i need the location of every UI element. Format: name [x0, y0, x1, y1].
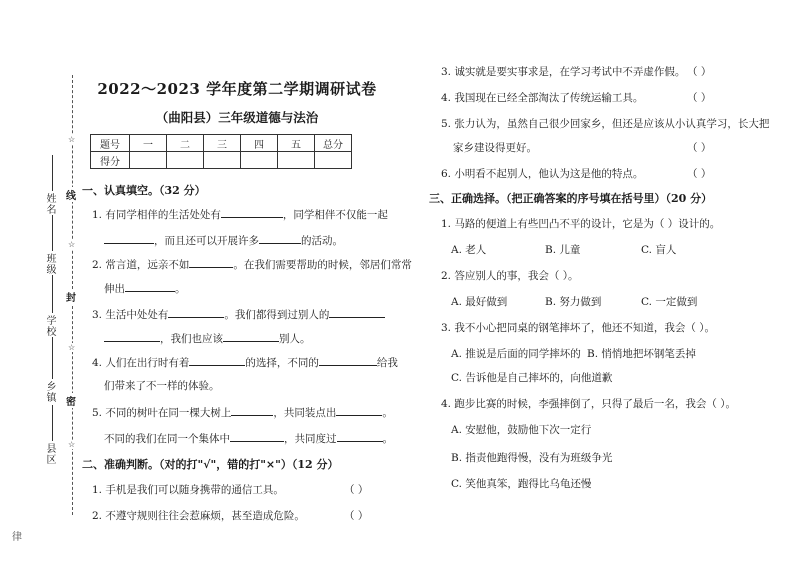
- seal-mark-line: 线: [66, 187, 76, 202]
- binding-margin: [22, 75, 77, 515]
- choice-option[interactable]: A. 推说是后面的同学摔坏的: [451, 348, 581, 360]
- edge-glyph: 律: [12, 532, 22, 543]
- label-class: 班级: [44, 253, 55, 275]
- score-cell: 一: [130, 135, 167, 152]
- score-table-header-row: [91, 135, 352, 152]
- score-cell: 总分: [315, 135, 352, 152]
- judge-question-5-cont: 家乡建设得更好。: [453, 142, 537, 154]
- fill-question-4-cont: 们带来了不一样的体验。: [104, 380, 220, 392]
- score-input-cell[interactable]: [204, 152, 241, 169]
- answer-paren[interactable]: （ ）: [344, 484, 369, 496]
- answer-blank[interactable]: [221, 206, 283, 218]
- choice-option[interactable]: A. 最好做到: [451, 296, 508, 308]
- score-input-cell[interactable]: [130, 152, 167, 169]
- score-input-cell[interactable]: [241, 152, 278, 169]
- star-icon: ☆: [68, 343, 76, 352]
- judge-question-6: 6. 小明看不起别人，他认为这是他的特点。: [441, 168, 644, 180]
- seal-mark-secret: 密: [66, 393, 76, 408]
- answer-paren[interactable]: （ ）: [687, 66, 712, 78]
- score-cell: 二: [167, 135, 204, 152]
- town-field-line: [52, 337, 53, 379]
- answer-blank[interactable]: [189, 354, 245, 366]
- section-3-title: 三、正确选择。（把正确答案的序号填在括号里）（20 分）: [429, 192, 713, 205]
- answer-blank[interactable]: [223, 330, 279, 342]
- seal-mark-seal: 封: [66, 289, 76, 304]
- score-table-score-row: [91, 152, 352, 169]
- score-cell: 得分: [91, 152, 130, 169]
- choice-question-3: 3. 我不小心把同桌的钢笔摔坏了，他还不知道，我会（ ）。: [441, 322, 715, 334]
- answer-paren[interactable]: （ ）: [687, 92, 712, 104]
- choice-option[interactable]: C. 盲人: [641, 244, 677, 256]
- label-county: 县区: [44, 443, 55, 465]
- star-icon: ☆: [68, 135, 76, 144]
- star-icon: ☆: [68, 240, 76, 249]
- score-input-cell[interactable]: [167, 152, 204, 169]
- score-input-cell[interactable]: [315, 152, 352, 169]
- fill-question-2-cont: 伸出 。: [104, 280, 186, 296]
- label-school: 学校: [44, 315, 55, 337]
- answer-blank[interactable]: [189, 256, 233, 268]
- fill-question-1-cont: ，而且还可以开展许多 的活动。: [104, 232, 343, 248]
- answer-blank[interactable]: [319, 354, 377, 366]
- choice-option[interactable]: A. 老人: [451, 244, 487, 256]
- answer-blank[interactable]: [336, 404, 382, 416]
- star-icon: ☆: [68, 440, 76, 449]
- fill-question-3: 3. 生活中处处有 。我们都得到过别人的: [92, 306, 385, 322]
- name-field-line: [52, 155, 53, 191]
- fill-question-5-cont: 不同的我们在同一个集体中 ，共同度过 。: [104, 430, 393, 446]
- answer-blank[interactable]: [259, 232, 301, 244]
- fill-question-4: 4. 人们在出行时有着 的选择，不同的 给我: [92, 354, 398, 370]
- score-cell: 三: [204, 135, 241, 152]
- answer-blank[interactable]: [231, 404, 273, 416]
- label-town: 乡镇: [44, 381, 55, 403]
- choice-question-2: 2. 答应别人的事，我会（ ）。: [441, 270, 579, 282]
- answer-blank[interactable]: [125, 280, 175, 292]
- choice-option[interactable]: B. 儿童: [545, 244, 581, 256]
- answer-paren[interactable]: （ ）: [687, 168, 712, 180]
- exam-subtitle: （曲阳县）三年级道德与法治: [155, 110, 319, 125]
- answer-blank[interactable]: [337, 430, 383, 442]
- score-input-cell[interactable]: [278, 152, 315, 169]
- fill-question-5: 5. 不同的树叶在同一棵大树上 ，共同装点出 。: [92, 404, 393, 420]
- score-cell: 四: [241, 135, 278, 152]
- answer-paren[interactable]: （ ）: [687, 142, 712, 154]
- judge-question-1: 1. 手机是我们可以随身携带的通信工具。: [92, 484, 284, 496]
- choice-question-4: 4. 跑步比赛的时候，李强摔倒了，只得了最后一名，我会（ ）。: [441, 398, 736, 410]
- section-1-title: 一、认真填空。（32 分）: [82, 184, 206, 197]
- label-name: 姓名: [44, 193, 55, 215]
- choice-option[interactable]: B. 努力做到: [545, 296, 602, 308]
- score-cell: 题号: [91, 135, 130, 152]
- choice-option[interactable]: C. 一定做到: [641, 296, 698, 308]
- answer-blank[interactable]: [168, 306, 224, 318]
- class-field-line: [52, 215, 53, 251]
- score-table: [90, 134, 352, 169]
- answer-blank[interactable]: [104, 232, 154, 244]
- judge-question-5: 5. 张力认为，虽然自己很少回家乡，但还是应该从小认真学习，长大把: [441, 118, 770, 130]
- county-field-line: [52, 405, 53, 441]
- choice-option[interactable]: B. 悄悄地把坏钢笔丢掉: [587, 348, 696, 360]
- choice-question-1: 1. 马路的便道上有些凹凸不平的设计，它是为（ ）设计的。: [441, 218, 721, 230]
- exam-title: 2022～2023 学年度第二学期调研试卷: [97, 80, 377, 98]
- choice-option[interactable]: C. 告诉他是自己摔坏的，向他道歉: [451, 372, 613, 384]
- judge-question-3: 3. 诚实就是要实事求是，在学习考试中不弄虚作假。: [441, 66, 686, 78]
- answer-blank[interactable]: [104, 330, 160, 342]
- answer-paren[interactable]: （ ）: [344, 510, 369, 522]
- judge-question-4: 4. 我国现在已经全部淘汰了传统运输工具。: [441, 92, 644, 104]
- choice-option[interactable]: C. 笑他真笨，跑得比乌龟还慢: [451, 478, 592, 490]
- fill-question-3-cont: ，我们也应该 别人。: [104, 330, 311, 346]
- section-2-title: 二、准确判断。（对的打"√"，错的打"×"）（12 分）: [82, 458, 339, 471]
- choice-option[interactable]: B. 指责他跑得慢，没有为班级争光: [451, 452, 613, 464]
- fill-question-1: 1. 有同学相伴的生活处处有 ，同学相伴不仅能一起: [92, 206, 388, 222]
- answer-blank[interactable]: [230, 430, 284, 442]
- score-cell: 五: [278, 135, 315, 152]
- school-field-line: [52, 275, 53, 313]
- fill-question-2: 2. 常言道，远亲不如 。在我们需要帮助的时候，邻居们常常: [92, 256, 412, 272]
- judge-question-2: 2. 不遵守规则往往会惹麻烦，甚至造成危险。: [92, 510, 305, 522]
- answer-blank[interactable]: [329, 306, 385, 318]
- choice-option[interactable]: A. 安慰他，鼓励他下次一定行: [451, 424, 592, 436]
